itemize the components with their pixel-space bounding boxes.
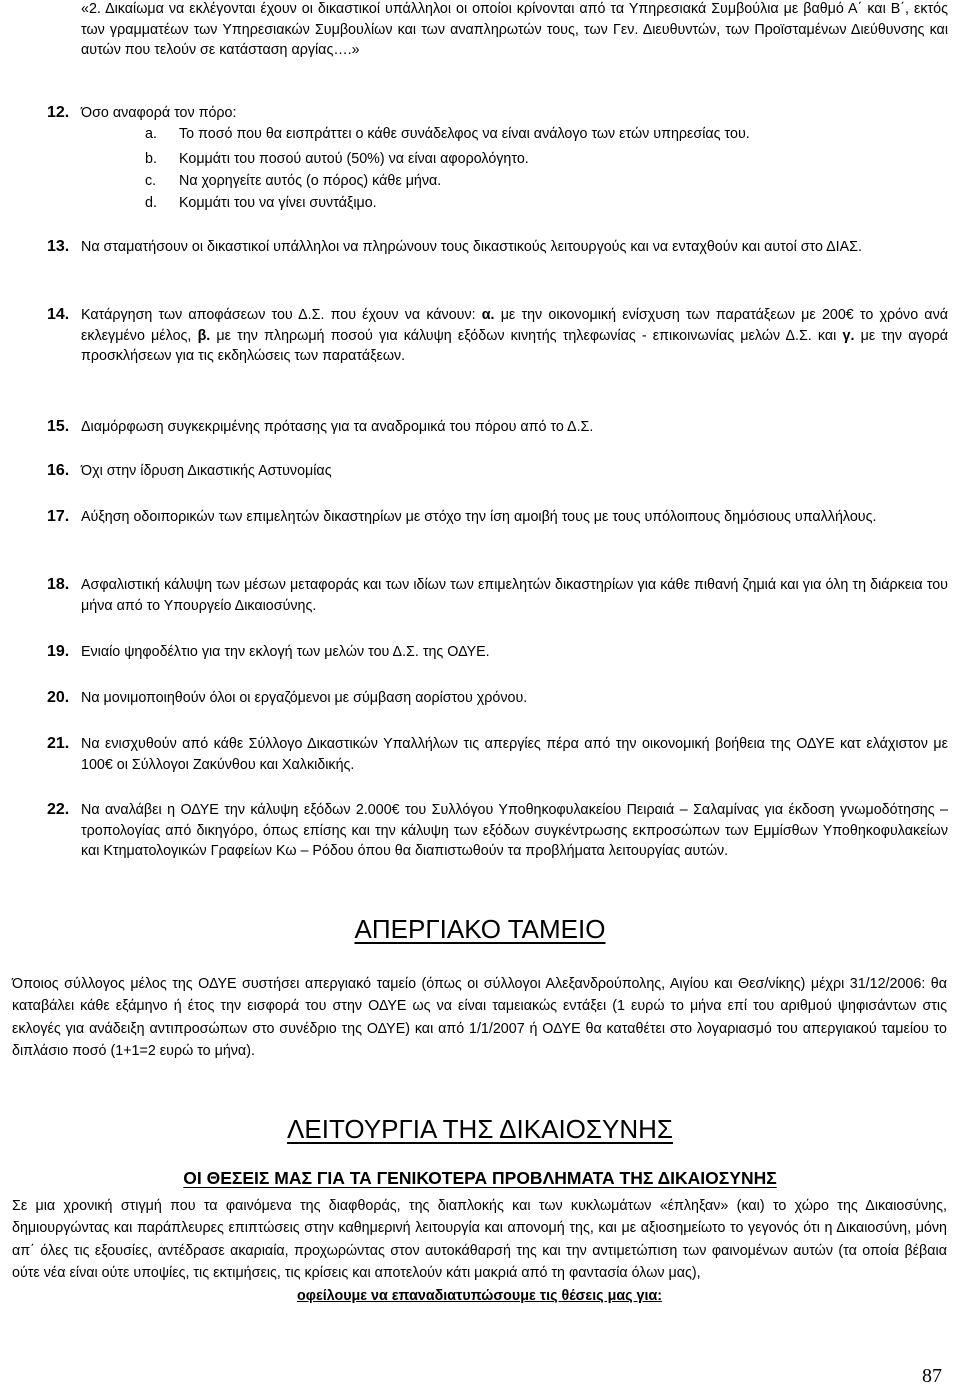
sub-label: a. — [145, 126, 157, 142]
item-number: 12. — [47, 104, 70, 121]
item-number: 15. — [47, 418, 70, 435]
item-14-part-4: με την αγορά προσκλήσεων για τις εκδηλώσεις των παρατάξεων. — [81, 327, 948, 365]
item-text — [81, 305, 948, 367]
item-text: Όχι στην ίδρυση Δικαστικής Αστυνομίας — [81, 463, 332, 479]
sub-label: b. — [145, 151, 157, 167]
item-number: 22. — [47, 801, 70, 818]
item-number: 13. — [47, 238, 70, 255]
item-text: Όσο αναφορά τον πόρο: — [81, 105, 237, 121]
sub-label: d. — [145, 195, 157, 211]
justice-text: Σε μια χρονική στιγμή που τα φαινόμενα της διαφθοράς, της διαπλοκής και των κυκλωμάτων «έπληξαν» (και) το χώρο της Δικαιοσύνης, δημιουργώντας και παράπλευρες επιπτώσεις στην καθημερινή λειτουργία και απονομή της, και με αξιοσημείωτο το γεγονός ότι η Δικαιοσύνη, μόνη απ΄ όλες τις εξουσίες, αντέδρασε ακαριαία, προχωρώντας στον αυτοκάθαρσή της και την αντιμετώπιση των φαινομένων αυτών (τα οποία βέβαια ούτε νέα είναι ούτε υποψίες, τις εκτιμήσεις, τις κρίσεις και αποτελούν κάτι μακριά από τη φαντασία όλων μας), — [12, 1198, 947, 1282]
item-text: Αύξηση οδοιπορικών των επιμελητών δικαστηρίων με στόχο την ίση αμοιβή τους με τους υπόλοιπους δημόσιους υπαλλήλους. — [81, 509, 877, 525]
item-14-part-1: Κατάργηση των αποφάσεων του Δ.Σ. που έχουν να κάνουν: — [81, 307, 482, 323]
strike-fund-paragraph: Όποιος σύλλογος μέλος της ΟΔΥΕ συστήσει απεργιακό ταμείο (όπως οι σύλλογοι Αλεξανδρούπολης, Αιγίου και Θεσ/νίκης) μέχρι 31/12/2006: θα καταβάλει κάθε εξάμηνο ή έτος την εισφορά του στην ΟΔΥΕ ως να είναι ταμειακώς εντάξει (1 ευρώ το μήνα επί του αριθμού ψηφισάντων στις εκλογές για ανάδειξη αντιπροσώπων στο συνέδριο της ΟΔΥΕ) και από 1/1/2007 ή ΟΔΥΕ θα καταθέτει στο λογαριασμό του απεργιακού ταμείου το διπλάσιο ποσό (1+1=2 ευρώ το μήνα). — [12, 976, 947, 1060]
item-number: 17. — [47, 508, 70, 525]
item-14-marker-a: α. — [481, 307, 495, 323]
item-number: 14. — [47, 306, 70, 323]
sub-label: c. — [145, 173, 157, 189]
justice-paragraph — [12, 1195, 947, 1307]
item-text: Ασφαλιστική κάλυψη των μέσων μεταφοράς και των ιδίων των επιμελητών δικαστηρίων για κάθε πιθανή ζημιά και για όλη τη διάρκεια του μήνα από το Υπουργείο Δικαιοσύνης. — [81, 577, 948, 614]
item-number: 16. — [47, 462, 70, 479]
sub-text: Κομμάτι του να γίνει συντάξιμο. — [179, 195, 377, 211]
justice-closing-line — [12, 1285, 947, 1307]
intro-paragraph: «2. Δικαίωμα να εκλέγονται έχουν οι δικαστικοί υπάλληλοι οι οποίοι κρίνονται από τα Υπηρεσιακά Συμβούλια με βαθμό Α΄ και Β΄, εκτός των γραμματέων των Υπηρεσιακών Συμβουλίων και των αναπληρωτών τους, των Γεν. Διευθυντών, των Προϊσταμένων Διεύθυνσης και αυτών που τελούν σε κατάσταση αργίας….» — [81, 1, 948, 59]
item-text: Διαμόρφωση συγκεκριμένης πρότασης για τα αναδρομικά του πόρου από το Δ.Σ. — [81, 419, 594, 435]
item-14-marker-b: β. — [197, 327, 211, 344]
item-text: Να αναλάβει η ΟΔΥΕ την κάλυψη εξόδων 2.000€ του Συλλόγου Υποθηκοφυλακείου Πειραιά – Σαλαμίνας για έκδοση γνωμοδότησης – τροπολογίας από δικηγόρο, όπως επίσης και την κάλυψη των εξόδων συγκέντρωσης εκπροσώπων των Εμμίσθων Υποθηκοφυλακείων και Κτηματολογικών Γραφείων Κω – Ρόδου όπου θα διαπιστωθούν τα προβλήματα λειτουργίας αυτών. — [81, 802, 948, 860]
justice-subheading: ΟΙ ΘΕΣΕΙΣ ΜΑΣ ΓΙΑ ΤΑ ΓΕΝΙΚΟΤΕΡΑ ΠΡΟΒΛΗΜΑΤΑ ΤΗΣ ΔΙΚΑΙΟΣΥΝΗΣ — [183, 1168, 777, 1188]
page-number: 87 — [922, 1365, 942, 1387]
item-14-marker-c: γ. — [842, 327, 855, 344]
item-14-part-3: με την πληρωμή ποσού για κάλυψη εξόδων κινητής τηλεφωνίας - επικοινωνίας μελών Δ.Σ. και — [210, 327, 843, 344]
item-number: 19. — [47, 643, 70, 660]
item-text: Να ενισχυθούν από κάθε Σύλλογο Δικαστικών Υπαλλήλων τις απεργίες πέρα από την οικονομική βοήθεια της ΟΔΥΕ κατ ελάχιστον με 100€ οι Σύλλογοι Ζακύνθου και Χαλκιδικής. — [81, 736, 948, 773]
strike-fund-heading: ΑΠΕΡΓΙΑΚΟ ΤΑΜΕΙΟ — [354, 914, 606, 944]
item-number: 21. — [47, 735, 70, 752]
item-text: Να σταματήσουν οι δικαστικοί υπάλληλοι να πληρώνουν τους δικαστικούς λειτουργούς και να ενταχθούν και αυτοί στο ΔΙΑΣ. — [81, 239, 862, 255]
sub-text: Να χορηγείτε αυτός (ο πόρος) κάθε μήνα. — [179, 173, 442, 189]
item-text: Ενιαίο ψηφοδέλτιο για την εκλογή των μελών του Δ.Σ. της ΟΔΥΕ. — [81, 644, 490, 660]
item-number: 20. — [47, 689, 70, 706]
sub-text: Το ποσό που θα εισπράττει ο κάθε συνάδελφος να είναι ανάλογο των ετών υπηρεσίας του. — [179, 126, 750, 142]
justice-closing: οφείλουμε να επαναδιατυπώσουμε τις θέσεις μας για: — [296, 1287, 663, 1304]
item-text: Να μονιμοποιηθούν όλοι οι εργαζόμενοι με σύμβαση αορίστου χρόνου. — [81, 690, 528, 706]
justice-heading: ΛΕΙΤΟΥΡΓΙΑ ΤΗΣ ΔΙΚΑΙΟΣΥΝΗΣ — [287, 1114, 673, 1144]
item-14-part-2: με την οικονομική ενίσχυση των παρατάξεων με 200€ το χρόνο ανά εκλεγμένο μέλος, — [81, 307, 948, 344]
item-number: 18. — [47, 576, 70, 593]
sub-text: Κομμάτι του ποσού αυτού (50%) να είναι αφορολόγητο. — [179, 151, 529, 167]
